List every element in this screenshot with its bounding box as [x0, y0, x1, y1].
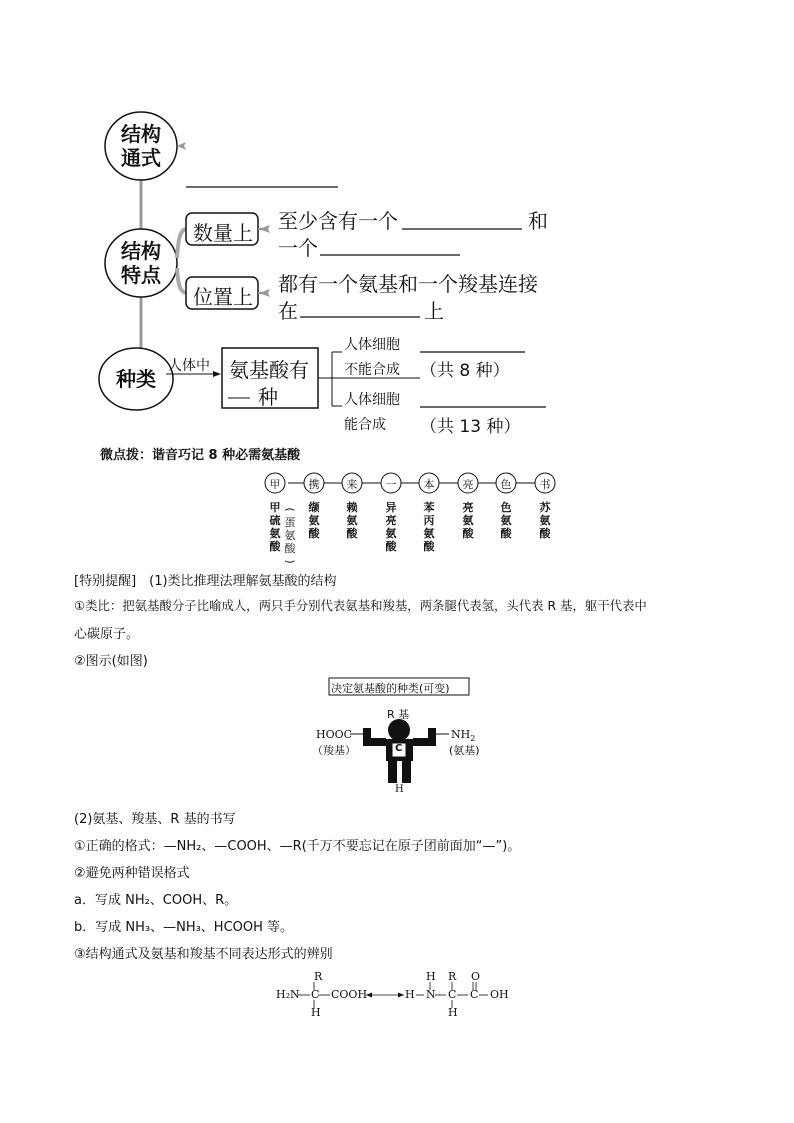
figure-right-note: (氨基)	[449, 744, 480, 757]
amino-box-line1: 氨基酸有	[229, 358, 309, 382]
node-structure-features-line1: 结构	[121, 239, 161, 263]
mnemo-char: 一	[385, 478, 397, 491]
mnemo-amino-name: 苏 氨 酸	[539, 501, 551, 540]
reminder-line2: ①类比：把氨基酸分子比喻成人，两只手分别代表氨基和羧基，两条腿代表氢，头代表 R 基，躯干代表中	[74, 598, 647, 613]
can-line2: 能合成	[344, 417, 386, 433]
formula-right-c2: C	[470, 988, 479, 1001]
mnemo-char: 亮	[462, 478, 474, 491]
position-line1: 都有一个氨基和一个羧基连接	[278, 272, 538, 296]
mnemo-char: 携	[308, 478, 320, 491]
figure-r-label: R 基	[387, 708, 410, 721]
figure-center: C	[395, 743, 403, 754]
formula-right-n: N	[426, 988, 436, 1001]
node-structure-features	[105, 239, 177, 287]
reminder-line1: [特别提醒] (1)类比推理法理解氨基酸的结构	[74, 574, 337, 589]
mnemo-char: 甲	[269, 478, 281, 491]
writing-avoid: ②避免两种错误格式	[74, 866, 190, 881]
writing-distinguish: ③结构通式及氨基和羧基不同表达形式的辨别	[74, 947, 333, 962]
position-line2-end: 上	[424, 299, 444, 323]
mnemo-amino-name: 缬 氨 酸	[308, 501, 320, 540]
quantity-label: 数量上	[193, 221, 253, 245]
mnemo-amino-name: 亮 氨 酸	[462, 501, 474, 540]
figure-left-note: （羧基）	[312, 744, 356, 757]
formula-right-h-left: H	[405, 988, 415, 1001]
quantity-line1: 至少含有一个	[278, 209, 398, 233]
figure-left-group: HOOC	[316, 728, 353, 741]
mnemo-amino-name: 赖 氨 酸	[346, 501, 358, 540]
formula-left-h: H	[311, 1006, 321, 1019]
formula-right-h-bottom: H	[448, 1006, 458, 1019]
mnemo-char: 本	[423, 478, 435, 491]
quantity-line2: 一个	[278, 236, 318, 260]
writing-b: b．写成 NH₃、—NH₃、HCOOH 等。	[74, 920, 294, 935]
writing-heading: (2)氨基、羧基、R 基的书写	[74, 812, 236, 827]
figure-right-group	[451, 728, 475, 743]
mnemo-char: 书	[539, 478, 551, 491]
formula-right-r: R	[448, 970, 457, 983]
reminder-line4: ②图示(如图)	[74, 654, 148, 669]
amino-box-line2: 种	[258, 385, 278, 409]
node-structure-features-line2: 特点	[121, 263, 161, 287]
position-line2-start: 在	[278, 299, 298, 323]
mnemo-char: 来	[346, 478, 358, 491]
human-label: 人体中	[168, 358, 210, 374]
formula-right-n-h: H	[426, 970, 436, 983]
cannot-total: （共 8 种）	[420, 361, 510, 381]
mnemo-char: 色	[500, 478, 512, 491]
mnemo-amino-name: 苯 丙 氨 酸	[423, 501, 435, 553]
can-line1: 人体细胞	[344, 392, 400, 408]
tip-heading: 微点拨：谐音巧记 8 种必需氨基酸	[100, 448, 301, 463]
formula-left-cooh: COOH	[331, 988, 368, 1001]
figure-caption: 决定氨基酸的种类(可变)	[331, 682, 450, 695]
formula-left-h2n: H₂N	[276, 988, 300, 1001]
mnemo-amino-name: 异 亮 氨 酸	[385, 501, 397, 553]
writing-a: a．写成 NH₂、COOH、R。	[74, 893, 238, 908]
mnemo-note: ( 蛋 氨 酸 )	[283, 507, 297, 564]
position-label: 位置上	[193, 285, 253, 309]
figure-bottom: H	[395, 784, 404, 795]
reminder-line3: 心碳原子。	[74, 627, 140, 642]
can-total: （共 13 种）	[420, 417, 521, 437]
formula-right-oh: OH	[490, 988, 509, 1001]
figure-right-group-sub: 2	[470, 734, 476, 744]
formula-left-c: C	[311, 988, 320, 1001]
formula-right-c: C	[448, 988, 457, 1001]
node-types: 种类	[116, 367, 156, 391]
node-structure-formula-line2: 通式	[121, 146, 161, 170]
node-structure-formula-line1: 结构	[121, 122, 161, 146]
figure-right-group-main: NH	[451, 728, 471, 741]
formula-left-r: R	[314, 970, 323, 983]
mnemo-amino-name: 色 氨 酸	[500, 501, 512, 540]
quantity-line1-end: 和	[528, 209, 548, 233]
cannot-line1: 人体细胞	[344, 337, 400, 353]
formula-right-o: O	[471, 970, 481, 983]
cannot-line2: 不能合成	[344, 362, 400, 378]
writing-correct: ①正确的格式：—NH₂、—COOH、—R(千万不要忘记在原子团前面加“—”)。	[74, 839, 521, 854]
node-structure-formula	[105, 122, 177, 170]
mnemo-amino-name: 甲 硫 氨 酸	[269, 501, 281, 553]
